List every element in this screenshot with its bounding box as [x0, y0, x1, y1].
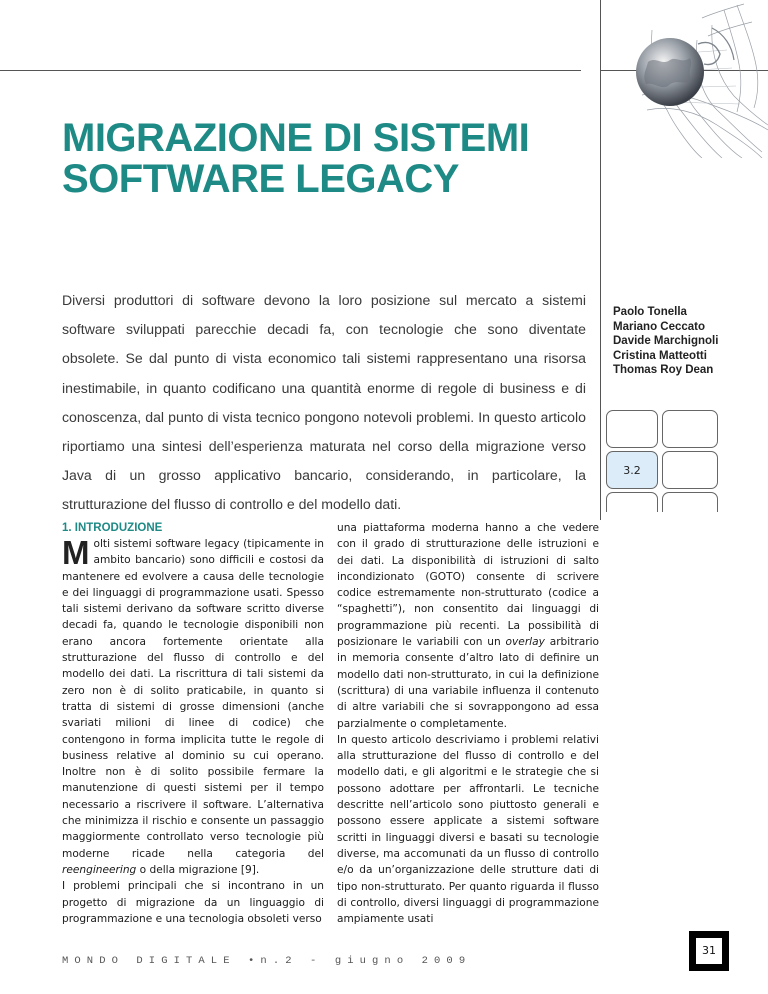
abstract: Diversi produttori di software devono la loro posizione sul mercato a sistemi software sviluppati parecchie decadi fa, con tecnologie che sono diventate obsolete. Se dal punto di vista economico tali sistemi rappresentano una risorsa inestimabile, in quanto codificano una quantità enorme di regole di business e di conoscenza, dal punto di vista tecnico pongono notevoli problemi. In questo articolo riportiamo una sintesi dell’esperienza maturata nel corso della migrazione verso Java di un grosso applicativo bancario, considerando, in particolare, la strutturazione del flusso di controllo e del modello dati. — [62, 292, 586, 513]
author-name: Mariano Ceccato — [613, 320, 706, 333]
body-column-right — [337, 520, 599, 927]
page-number-box — [689, 931, 729, 971]
article-title — [62, 118, 582, 200]
paragraph-text: una piattaforma moderna hanno a che vedere con il grado di strutturazione delle istruzioni e dei dati. La disponibilità di istruzioni di salto incondizionato (GOTO) consente di scrivere codice estremamente non-strutturato (codice a “spaghetti”), non consentito dai linguaggi di programmazione più recenti. La possibilità di posizionare le variabili con un — [337, 522, 599, 649]
author-name: Paolo Tonella — [613, 306, 687, 318]
italic-term: reengineering — [62, 863, 137, 876]
article-title-line2: SOFTWARE LEGACY — [62, 157, 459, 201]
section-heading: 1. INTRODUZIONE — [62, 522, 163, 534]
tag-box — [606, 410, 658, 448]
article-title-line1: MIGRAZIONE DI SISTEMI — [62, 116, 530, 160]
drop-cap: M — [62, 534, 90, 571]
tag-box — [662, 410, 718, 448]
paragraph-text: olti sistemi software legacy (tipicamente in ambito bancario) sono difficili e costosi da mantenere ed evolvere a causa delle tecnologie e dei linguaggi di programmazione usati. Spesso tali sistemi derivano da software scritto diverse decadi fa, quando le tecnologie disponibili non erano ancora fortemente orientate alla strutturazione del flusso di controllo e del modello dei dati. La riscrittura di tali sistemi da zero non è di solito praticabile, in quanto si tratta di sistemi di grosse dimensioni (anche svariati milioni di linee di codice) che contengono in forma implicita tutte le regole di business relative al dominio su cui operano. Inoltre non è di solito possibile fermare la manutenzione di questi sistemi per il tempo necessario a riscrivere il software. L’alternativa che minimizza il rischio e consente un passaggio maggiormente controllato verso tecnologie più moderne ricade nella categoria del — [62, 538, 324, 860]
tag-box — [662, 451, 718, 489]
paragraph-text: I problemi principali che si incontrano in un progetto di migrazione da un linguaggio di programmazione e una tecnologia obsoleti verso — [62, 880, 324, 925]
body-column-left — [62, 520, 324, 927]
author-name: Thomas Roy Dean — [613, 364, 714, 377]
vertical-rule — [600, 0, 601, 520]
paragraph-text: o della migrazione [9]. — [139, 863, 260, 876]
section-tag: 3.2 — [623, 464, 641, 477]
page-number: 31 — [696, 938, 722, 964]
journal-footer: MONDO DIGITALE •n.2 - giugno 2009 — [62, 955, 472, 967]
header-rule — [0, 70, 581, 71]
tag-box — [662, 492, 718, 512]
tag-box — [606, 492, 658, 512]
author-name: Davide Marchignoli — [613, 335, 719, 348]
hand-holding-globe-icon — [612, 0, 768, 158]
author-name: Cristina Matteotti — [613, 349, 707, 362]
paragraph-text: In questo articolo descriviamo i problemi relativi alla strutturazione del flusso di controllo e del modello dati, e gli algoritmi e le strategie che si possono adottare per affrontarli. Le tecniche descritte nell’articolo sono piuttosto generali e possono essere applicate a sistemi software scritti in linguaggi diversi e basati su tecnologie diverse, ma accomunati da un flusso di controllo e/o da un’organizzazione delle strutture dati di tipo non-strutturato. Per quanto riguarda il flusso di controllo, diversi linguaggi di programmazione ampiamente usati — [337, 733, 599, 926]
italic-term: overlay — [505, 636, 545, 649]
author-list — [613, 305, 718, 378]
paragraph-text: arbitrario in memoria consente d’altro lato di definire un modello dati non-strutturato, in cui la definizione (scrittura) di una variabile influenza il contenuto di altre variabili che si sovrappongono ad essa parzialmente o completamente. — [337, 636, 599, 730]
